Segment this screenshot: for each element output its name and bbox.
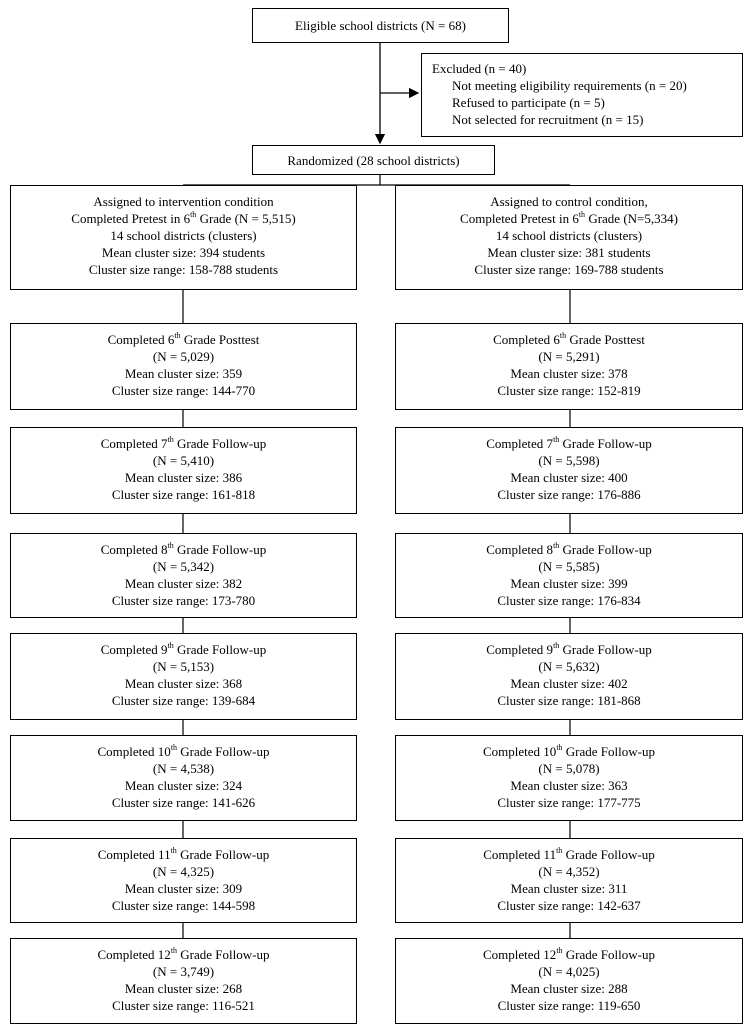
intervention-line3: 14 school districts (clusters)	[110, 228, 257, 243]
intervention-stage-8th: Completed 8th Grade Follow-up (N = 5,342) Mean cluster size: 382 Cluster size range: 173-780	[10, 533, 357, 618]
intervention-stage-9th: Completed 9th Grade Follow-up (N = 5,153) Mean cluster size: 368 Cluster size range: 139-684	[10, 633, 357, 720]
excluded-box	[421, 53, 743, 137]
excluded-reason-not-selected: Not selected for recruitment (n = 15)	[452, 112, 644, 127]
control-line3: 14 school districts (clusters)	[495, 228, 643, 243]
control-line2: Completed Pretest in 6th Grade (N=5,334)	[460, 209, 678, 226]
randomized-text: Randomized (28 school districts)	[287, 153, 460, 168]
intervention-line4: Mean cluster size: 394 students	[101, 245, 266, 260]
control-line1: Assigned to control condition,	[490, 194, 648, 209]
intervention-stage-12th: Completed 12th Grade Follow-up (N = 3,749) Mean cluster size: 268 Cluster size range: 116-521	[10, 938, 357, 1024]
intervention-stage-7th: Completed 7th Grade Follow-up (N = 5,410) Mean cluster size: 386 Cluster size range: 161-818	[10, 427, 357, 514]
control-line5: Cluster size range: 169-788 students	[474, 262, 664, 277]
control-stage-11th: Completed 11th Grade Follow-up (N = 4,352) Mean cluster size: 311 Cluster size range: 142-637	[395, 838, 743, 923]
intervention-stage-11th: Completed 11th Grade Follow-up (N = 4,325) Mean cluster size: 309 Cluster size range: 144-598	[10, 838, 357, 923]
control-stage-10th: Completed 10th Grade Follow-up (N = 5,078) Mean cluster size: 363 Cluster size range: 177-775	[395, 735, 743, 821]
excluded-title: Excluded (n = 40)	[432, 61, 527, 76]
control-stage-9th: Completed 9th Grade Follow-up (N = 5,632) Mean cluster size: 402 Cluster size range: 181-868	[395, 633, 743, 720]
excluded-reason-eligibility: Not meeting eligibility requirements (n = 20)	[452, 78, 687, 93]
intervention-line5: Cluster size range: 158-788 students	[88, 262, 279, 277]
eligible-text: Eligible school districts (N = 68)	[295, 18, 466, 33]
control-line4: Mean cluster size: 381 students	[487, 245, 651, 260]
control-stage-7th: Completed 7th Grade Follow-up (N = 5,598) Mean cluster size: 400 Cluster size range: 176-886	[395, 427, 743, 514]
intervention-line2: Completed Pretest in 6th Grade (N = 5,515)	[71, 209, 296, 226]
eligible-box	[252, 8, 509, 43]
intervention-stage-10th: Completed 10th Grade Follow-up (N = 4,538) Mean cluster size: 324 Cluster size range: 141-626	[10, 735, 357, 821]
intervention-line1: Assigned to intervention condition	[93, 194, 274, 209]
control-stage-12th: Completed 12th Grade Follow-up (N = 4,025) Mean cluster size: 288 Cluster size range: 119-650	[395, 938, 743, 1024]
intervention-assignment-box	[10, 185, 357, 290]
control-stage-8th: Completed 8th Grade Follow-up (N = 5,585) Mean cluster size: 399 Cluster size range: 176-834	[395, 533, 743, 618]
randomized-box	[252, 145, 495, 175]
intervention-stage-6th-posttest: Completed 6th Grade Posttest (N = 5,029) Mean cluster size: 359 Cluster size range: 144-770	[10, 323, 357, 410]
control-assignment-box	[395, 185, 743, 290]
excluded-reason-refused: Refused to participate (n = 5)	[452, 95, 605, 110]
control-stage-6th-posttest: Completed 6th Grade Posttest (N = 5,291) Mean cluster size: 378 Cluster size range: 152-819	[395, 323, 743, 410]
